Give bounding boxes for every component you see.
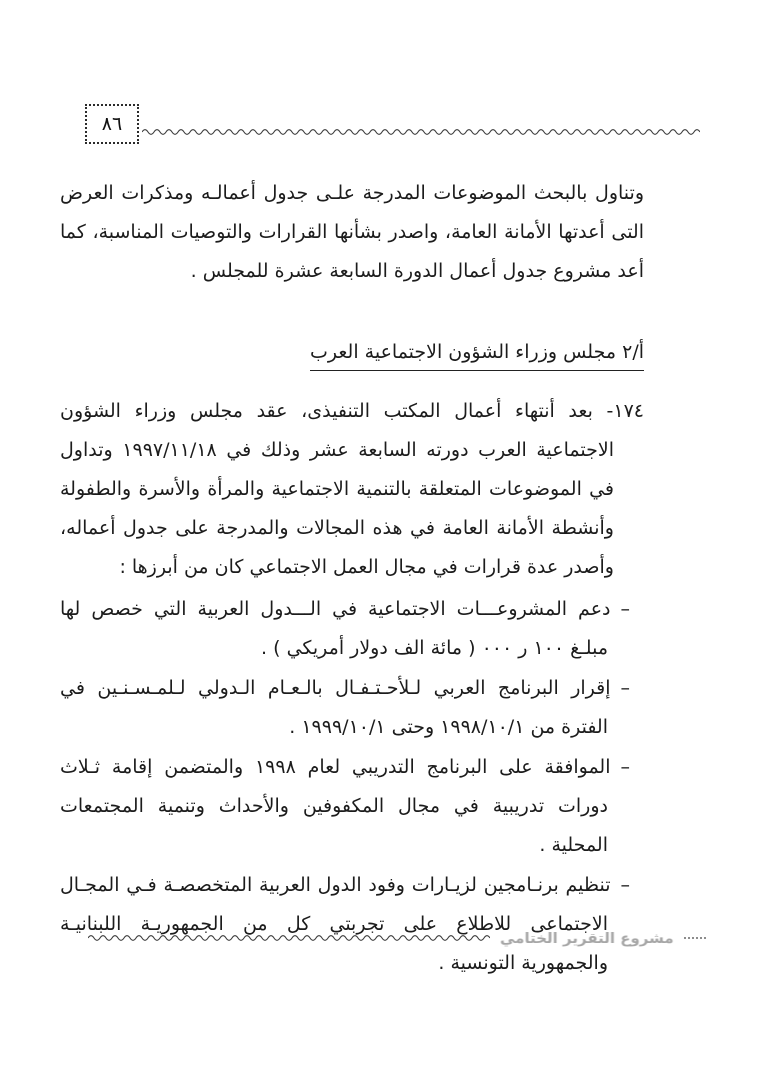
bullet-dash: – [620, 874, 630, 896]
bullet-dash: – [620, 598, 630, 621]
intro-paragraph: وتناول بالبحث الموضوعات المدرجة علـى جدول أعمالـه ومذكرات العرض التى أعدتها الأمانة العامة، واصدر بشأنها القرارات والتوصيات المناسبة، كما أعد مشروع جدول أعمال الدورة السابعة عشرة للمجلس . [60, 182, 644, 282]
decisions-list [60, 590, 644, 982]
header-wavy-rule [142, 126, 700, 138]
numbered-paragraph-174 [60, 392, 644, 587]
page-number-box [85, 104, 139, 144]
list-item [60, 748, 644, 865]
page-footer [88, 926, 706, 950]
footer-dash-segment [684, 937, 706, 939]
bullet-dash: – [620, 677, 630, 700]
list-item-text: تنظيم برنـامجين لزيـارات وفود الدول العربية المتخصصـة فـي المجـال الاجتماعى للاطلاع على تجربتي كل من الجمهوريـة اللبنانيـة والجمهورية التونسية . [60, 874, 611, 974]
section-heading-text: أ/٢ مجلس وزراء الشؤون الاجتماعية العرب [310, 341, 644, 371]
list-item-text: دعم المشروعـــات الاجتماعية في الـــدول العربية التي خصص لها مبلـغ ١٠٠ ر ٠٠٠ ( مائة الف دولار أمريكي ) . [60, 598, 611, 660]
list-item-text: إقرار البرنامج العربي لـلأحـتـفـال بالـعـام الـدولي لـلمـسـنـين في الفترة من ١٩٩٨/١٠/١ وحتى ١٩٩٩/١٠/١ . [60, 677, 611, 739]
list-item-text: الموافقة على البرنامج التدريبي لعام ١٩٩٨ والمتضمن إقامة ثـلاث دورات تدريبية في مجال المكفوفين والأحداث وتنمية المجتمعات المحلية . [60, 756, 611, 857]
paragraph-text: بعد أنتهاء أعمال المكتب التنفيذى، عقد مجلس وزراء الشؤون الاجتماعية العرب دورته السابعة عشر وذلك في ١٩٩٧/١١/١٨ وتداول في الموضوعات المتعلقة بالتنمية الاجتماعية والمرأة والأسرة والطفولة وأنشطة الأمانة العامة في هذه المجالات والمدرجة على جدول أعماله، وأصدر عدة قرارات في مجال العمل الاجتماعي كان من أبرزها : [60, 399, 614, 578]
list-item [60, 866, 644, 983]
paragraph-number: ١٧٤- [606, 399, 644, 422]
page-number: ٨٦ [101, 113, 123, 135]
bullet-dash: – [620, 756, 630, 779]
document-body [60, 174, 644, 984]
list-item [60, 590, 644, 668]
section-heading [60, 333, 644, 372]
list-item [60, 669, 644, 747]
footer-wavy-rule [88, 932, 490, 944]
footer-stamp-text: مشروع التقرير الختامي [500, 929, 674, 947]
